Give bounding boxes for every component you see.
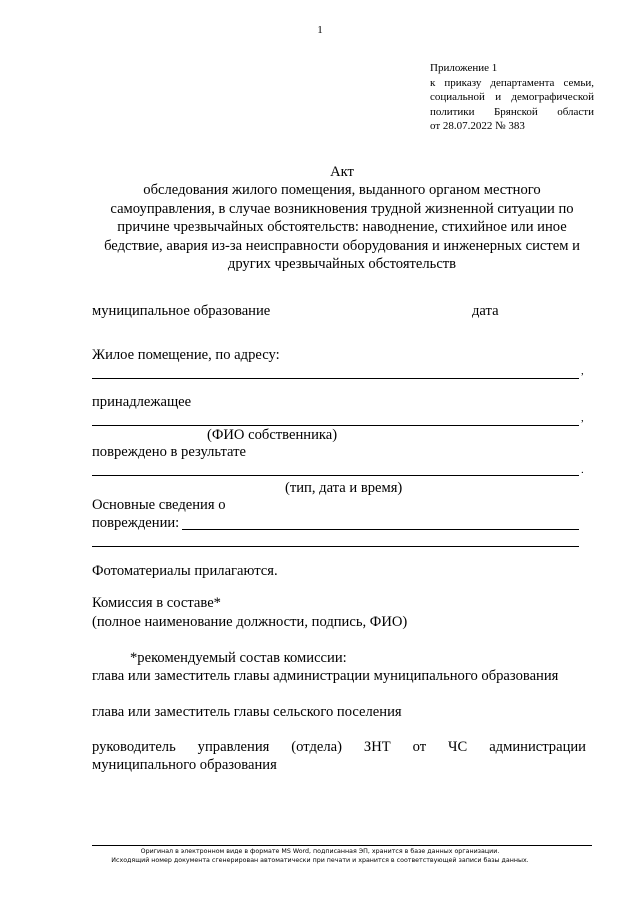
commission-hint: (полное наименование должности, подпись, ФИО) bbox=[92, 614, 408, 630]
title-line1: обследования жилого помещения, выданного органом местного bbox=[143, 182, 541, 199]
owner-comma: , bbox=[581, 412, 584, 424]
appendix-line4: политики Брянской области bbox=[430, 105, 594, 118]
appendix-line3: социальной и демографической bbox=[430, 91, 594, 104]
damage-info-label-2: повреждении: bbox=[92, 515, 180, 531]
title-line4: бедствие, авария из-за неисправности оборудования и инженерных систем и bbox=[104, 237, 580, 254]
title-heading: Акт bbox=[330, 164, 354, 180]
appendix-line1: Приложение 1 bbox=[430, 62, 498, 74]
damage-cause-period: . bbox=[581, 464, 584, 476]
page-number: 1 bbox=[317, 24, 323, 36]
commission-label: Комиссия в составе* bbox=[92, 595, 221, 611]
photos-text: Фотоматериалы прилагаются. bbox=[92, 563, 278, 579]
address-label: Жилое помещение, по адресу: bbox=[92, 347, 280, 363]
date-label: дата bbox=[472, 303, 499, 319]
appendix-block bbox=[430, 61, 594, 134]
address-comma: , bbox=[581, 365, 584, 377]
address-field-line[interactable] bbox=[92, 378, 579, 379]
title-line2: самоуправления, в случае возникновения трудной жизненной ситуации по bbox=[110, 200, 574, 217]
footer-line1: Оригинал в электронном виде в формате MS Word, подписанная ЭП, хранится в базе данных организации. bbox=[140, 848, 500, 855]
commission-member-2: глава или заместитель главы сельского поселения bbox=[92, 704, 402, 720]
document-title bbox=[92, 163, 592, 273]
type-hint: (тип, дата и время) bbox=[285, 480, 403, 496]
owned-label: принадлежащее bbox=[92, 394, 192, 410]
appendix-line2: к приказу департамента семьи, bbox=[430, 76, 594, 89]
owner-hint: (ФИО собственника) bbox=[207, 427, 338, 443]
title-line5: других чрезвычайных обстоятельств bbox=[227, 256, 457, 273]
commission-member-1: глава или заместитель главы администрации муниципального образования bbox=[92, 668, 559, 684]
municipality-label: муниципальное образование bbox=[92, 303, 271, 319]
appendix-line5: от 28.07.2022 № 383 bbox=[430, 120, 525, 133]
commission-member-3: руководитель управления (отдела) ЗНТ от ЧС администрации bbox=[92, 739, 586, 755]
footer-rule bbox=[92, 845, 592, 846]
damaged-label: повреждено в результате bbox=[92, 444, 247, 460]
footer-line2: Исходящий номер документа сгенерирован автоматически при печати и хранится в соответствующей записи базы данных. bbox=[111, 857, 529, 864]
recommended-label: *рекомендуемый состав комиссии: bbox=[130, 650, 347, 666]
damage-info-label: Основные сведения о bbox=[92, 497, 226, 513]
damage-info-field-line-2[interactable] bbox=[92, 546, 579, 547]
damage-cause-field-line[interactable] bbox=[92, 475, 579, 476]
title-line3: причине чрезвычайных обстоятельств: наводнение, стихийное или иное bbox=[117, 219, 567, 236]
damage-info-field-line-1[interactable] bbox=[182, 529, 579, 530]
commission-member-3-cont: муниципального образования bbox=[92, 757, 277, 773]
